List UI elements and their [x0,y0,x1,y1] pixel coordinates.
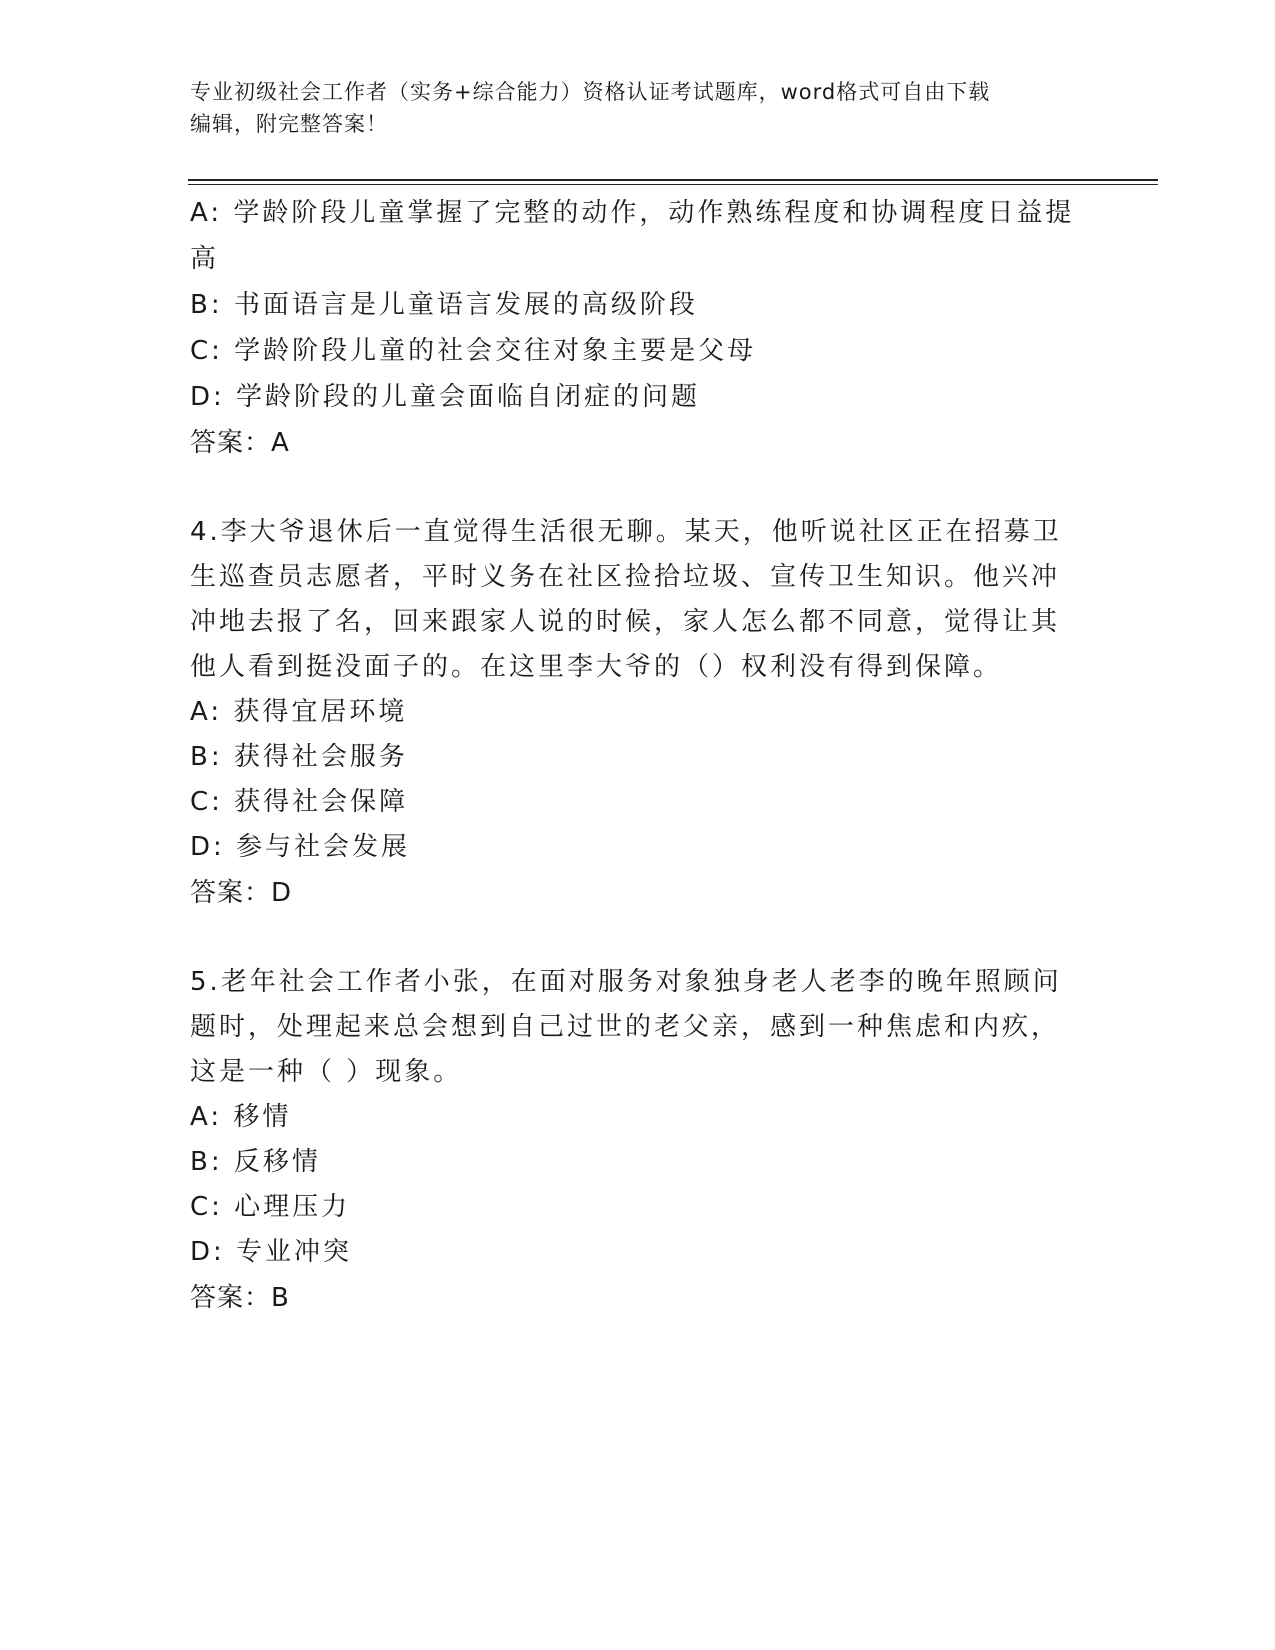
q3-option-c: C: 学龄阶段儿童的社会交往对象主要是父母 [190,336,757,366]
q3-answer: 答案：A [190,428,290,458]
header-divider-thin [188,184,1158,185]
q4-option-b: B: 获得社会服务 [190,742,408,772]
question-4-block [190,510,1090,916]
q5-option-a: A: 移情 [190,1102,292,1132]
q3-option-b: B: 书面语言是儿童语言发展的高级阶段 [190,290,698,320]
q4-option-a: A: 获得宜居环境 [190,697,408,727]
q5-answer: 答案：B [190,1283,290,1313]
spacer [190,916,1090,960]
spacer [190,466,1090,510]
header-divider-thick [188,179,1158,181]
q5-stem-line-1: 5.老年社会工作者小张，在面对服务对象独身老人老李的晚年照顾问 [190,967,1062,997]
q4-option-c: C: 获得社会保障 [190,787,409,817]
q5-option-d: D: 专业冲突 [190,1237,353,1267]
q5-stem-line-2: 题时，处理起来总会想到自己过世的老父亲，感到一种焦虑和内疚， [190,1012,1061,1042]
q3-option-a-continued: 高 [190,244,220,274]
q4-option-d: D: 参与社会发展 [190,832,411,862]
q4-stem-line-1: 4.李大爷退休后一直觉得生活很无聊。某天，他听说社区正在招募卫 [190,517,1062,547]
q4-stem-line-2: 生巡查员志愿者，平时义务在社区捡拾垃圾、宣传卫生知识。他兴冲 [190,562,1061,592]
q3-option-a: A: 学龄阶段儿童掌握了完整的动作，动作熟练程度和协调程度日益提 [190,198,1075,228]
document-header [190,76,1090,140]
q4-stem-line-4: 他人看到挺没面子的。在这里李大爷的（）权利没有得到保障。 [190,652,1003,682]
header-line-2: 编辑，附完整答案！ [190,112,388,136]
q4-stem-line-3: 冲地去报了名，回来跟家人说的时候，家人怎么都不同意，觉得让其 [190,607,1061,637]
q4-answer: 答案：D [190,878,293,908]
document-body [190,190,1090,1321]
question-5-block [190,960,1090,1321]
question-3-block [190,190,1090,466]
header-line-1: 专业初级社会工作者（实务+综合能力）资格认证考试题库，word格式可自由下载 [190,80,991,104]
q3-option-d: D: 学龄阶段的儿童会面临自闭症的问题 [190,382,701,412]
q5-option-c: C: 心理压力 [190,1192,351,1222]
q5-option-b: B: 反移情 [190,1147,321,1177]
q5-stem-line-3: 这是一种（ ）现象。 [190,1057,463,1087]
